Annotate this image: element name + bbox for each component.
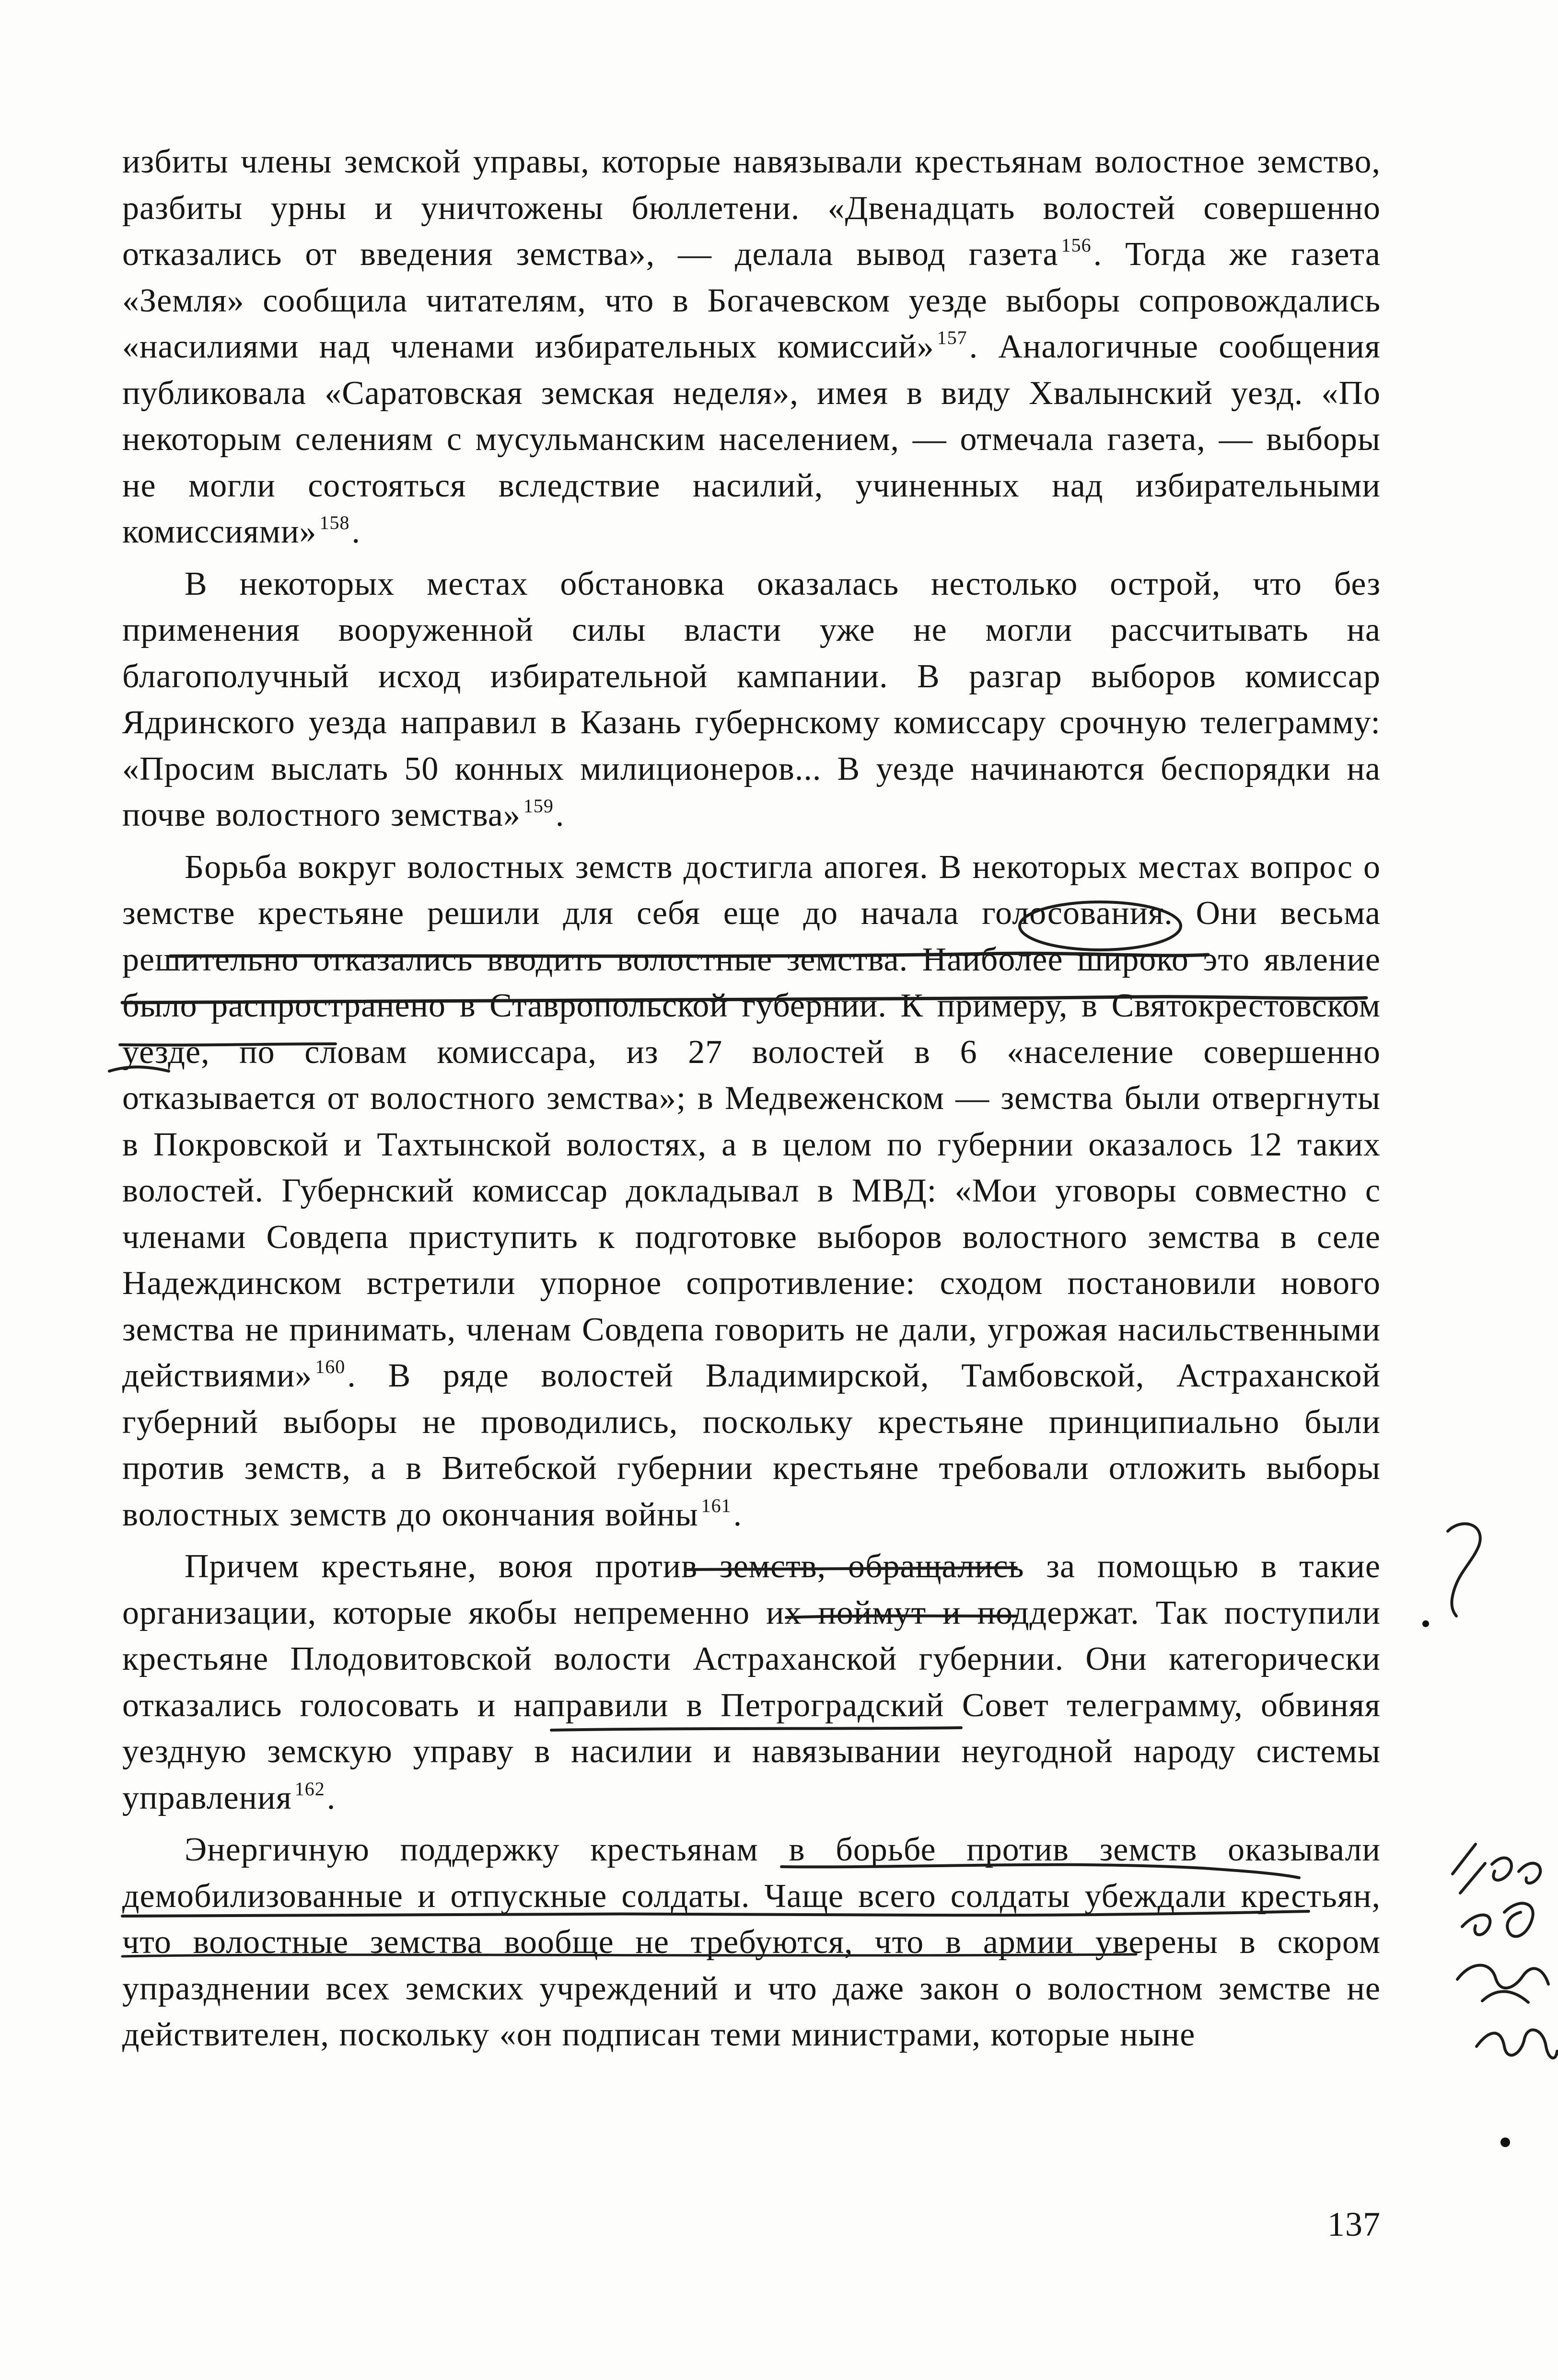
margin-handwriting-line-4 [1477, 2030, 1557, 2058]
margin-question-mark [1448, 1524, 1480, 1616]
text-segment: . [351, 513, 360, 550]
paragraph-5 [122, 1827, 1381, 2058]
margin-handwriting-line-1 [1453, 1844, 1540, 1893]
footnote-ref-158: 158 [319, 512, 350, 533]
text-segment: . В ряде волостей Владимирской, Тамбовской, Астраханской губерний выборы не проводились, поскольку крестьяне принципиально были против земств, а в Витебской губернии крестьяне требовали отложить выборы волостных земств до окончания войны [122, 1357, 1381, 1533]
margin-handwriting-line-3 [1457, 1965, 1548, 2003]
margin-question-mark-dot [1422, 1620, 1429, 1627]
text-segment: . Тогда же газета «Земля» сообщила читателям, что в Богачевском уезде выборы сопровождались «насилиями над членами избирательных комиссий» [122, 236, 1381, 365]
text-segment: . [555, 797, 565, 833]
text-segment: избиты члены земской управы, которые навязывали крестьянам волостное земство, разбиты урны и уничтожены бюллетени. «Двенадцать волостей совершенно отказались от введения земства», — делала вывод газета [122, 143, 1381, 273]
footnote-ref-159: 159 [523, 795, 554, 817]
footnote-ref-162: 162 [294, 1778, 325, 1800]
paragraph-3 [122, 844, 1381, 1538]
margin-handwriting-line-2 [1462, 1903, 1533, 1936]
page-number: 137 [1327, 2205, 1381, 2243]
text-segment: Энергичную поддержку крестьянам в борьбе против земств оказывали демобилизованные и отпускные солдаты. Чаще всего солдаты убеждали крестьян, что волостные земства вообще не требуются, что в армии уверены в скором упразднении всех земских учреждений и что даже закон о волостном земстве не действителен, поскольку «он подписан теми министрами, которые ныне [122, 1831, 1381, 2053]
text-segment: Причем крестьяне, воюя против земств, обращались за помощью в такие организации, которые якобы непременно их поймут и поддержат. Так поступили крестьяне Плодовитовской волости Астраханской губернии. Они категорически отказались голосовать и направили в Петроградский Совет телеграмму, обвиняя уездную земскую управу в насилии и навязывании неугодной народу системы управления [122, 1548, 1381, 1816]
text-segment: . Аналогичные сообщения публиковала «Саратовская земская неделя», имея в виду Хвалынский уезд. «По некоторым селениям с мусульманским населением, — отмечала газета, — выборы не могли состояться вследствие насилий, учиненных над избирательными комиссиями» [122, 328, 1381, 550]
footnote-ref-160: 160 [315, 1356, 346, 1377]
text-segment: . [733, 1496, 743, 1533]
footnote-ref-157: 157 [937, 327, 967, 348]
margin-bullet-dot [1500, 2137, 1510, 2147]
paragraph-1 [122, 139, 1381, 555]
paragraph-4 [122, 1544, 1381, 1821]
text-segment: . [326, 1779, 336, 1816]
text-segment: Борьба вокруг волостных земств достигла апогея. В некоторых местах вопрос о земстве крестьяне решили для себя еще до начала голосования. Они весьма решительно отказались вводить волостные земства. Наиболее широко это явление было распространено в Ставропольской губернии. К примеру, в Святокрестовском уезде, по словам комиссара, из 27 волостей в 6 «население совершенно отказывается от волостного земства»; в Медвеженском — земства были отвергнуты в Покровской и Тахтынской волостях, а в целом по губернии оказалось 12 таких волостей. Губернский комиссар докладывал в МВД: «Мои уговоры совместно с членами Совдепа приступить к подготовке выборов волостного земства в селе Надеждинском встретили упорное сопротивление: сходом постановили нового земства не принимать, членам Совдепа говорить не дали, угрожая насильственными действиями» [122, 848, 1381, 1394]
text-segment: В некоторых местах обстановка оказалась нестолько острой, что без применения вооруженной силы власти уже не могли рассчитывать на благополучный исход избирательной кампании. В разгар выборов комиссар Ядринского уезда направил в Казань губернскому комиссару срочную телеграмму: «Просим выслать 50 конных милиционеров... В уезде начинаются беспорядки на почве волостного земства» [122, 565, 1381, 833]
footnote-ref-161: 161 [701, 1494, 732, 1516]
paragraph-2 [122, 561, 1381, 839]
body-text [122, 139, 1381, 2064]
footnote-ref-156: 156 [1061, 234, 1092, 256]
